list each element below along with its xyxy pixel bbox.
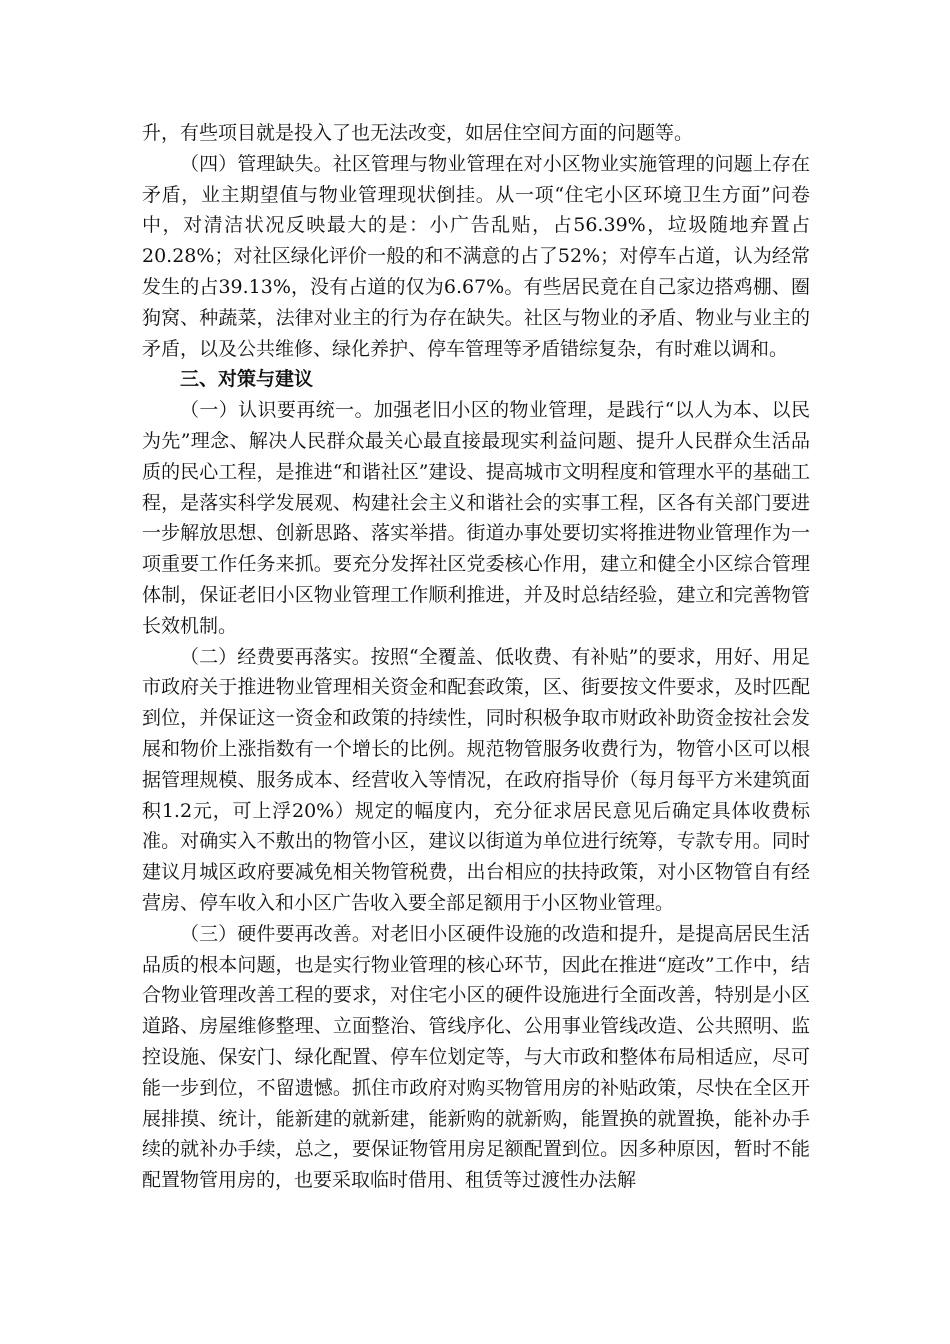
paragraph-continuation: 升，有些项目就是投入了也无法改变，如居住空间方面的问题等。 [142, 122, 694, 144]
paragraph-body: 加强老旧小区的物业管理，是践行“以人为本、以民为先”理念、解决人民群众最关心最直接最现实利益问题、提升人民群众生活品质的民心工程，是推进“和谐社区”建设、提高城市文明程度和管理水平的基础工程，是落实科学发展观、构建社会主义和谐社会的实事工程，区各有关部门要进一步解放思想、创新思路、落实举措。街道办事处要切实将推进物业管理作为一项重要工作任务来抓。要充分发挥社区党委核心作用，建立和健全小区综合管理体制，保证老旧小区物业管理工作顺利推进，并及时总结经验，建立和完善物管长效机制。 [142, 399, 810, 637]
paragraph-body: 对老旧小区硬件设施的改造和提升，是提高居民生活品质的根本问题，也是实行物业管理的核心环节，因此在推进“庭改”工作中，结合物业管理改善工程的要求，对住宅小区的硬件设施进行全面改善，特别是小区道路、房屋维修整理、立面整治、管线序化、公用事业管线改造、公共照明、监控设施、保安门、绿化配置、停车位划定等，与大市政和整体布局相适应，尽可能一步到位，不留遗憾。抓住市政府对购买物管用房的补贴政策，尽快在全区开展排摸、统计，能新建的就新建，能新购的就新购，能置换的就置换，能补办手续的就补办手续，总之，要保证物管用房足额配置到位。因多种原因，暂时不能配置物管用房的，也要采取临时借用、租赁等过渡性办法解 [142, 922, 810, 1192]
paragraph-item-1 [142, 395, 810, 641]
subsection-lead-4: （四）管理缺失。 [180, 152, 333, 175]
document-page [142, 118, 810, 1196]
paragraph-body: 按照“全覆盖、低收费、有补贴”的要求，用好、用足市政府关于推进物业管理相关资金和配套政策，区、街要按文件要求，及时匹配到位，并保证这一资金和政策的持续性，同时积极争取市财政补助资金按社会发展和物价上涨指数有一个增长的比例。规范物管服务收费行为，物管小区可以根据管理规模、服务成本、经营收入等情况，在政府指导价（每月每平方米建筑面积1.2元，可上浮20%）规定的幅度内，充分征求居民意见后确定具体收费标准。对确实入不敷出的物管小区，建议以街道为单位进行统筹，专款专用。同时建议月城区政府要减免相关物管税费，出台相应的扶持政策，对小区物管自有经营房、停车收入和小区广告收入要全部足额用于小区物业管理。 [142, 645, 810, 914]
subsection-lead-1: （一）认识要再统一。 [180, 399, 374, 422]
subsection-lead-2: （二）经费要再落实。 [180, 645, 371, 668]
subsection-lead-3: （三）硬件要再改善。 [180, 922, 371, 945]
paragraph-item-2 [142, 642, 810, 919]
paragraph-body: 社区管理与物业管理在对小区物业实施管理的问题上存在矛盾，业主期望值与物业管理现状倒挂。从一项“住宅小区环境卫生方面”问卷中，对清洁状况反映最大的是：小广告乱贴，占56.39%，垃圾随地弃置占20.28%；对社区绿化评价一般的和不满意的占了52%；对停车占道，认为经常发生的占39.13%，没有占道的仅为6.67%。有些居民竟在自己家边搭鸡棚、圈狗窝、种蔬菜，法律对业主的行为存在缺失。社区与物业的矛盾、物业与业主的矛盾，以及公共维修、绿化养护、停车管理等矛盾错综复杂，有时难以调和。 [142, 152, 810, 360]
paragraph-item-3 [142, 919, 810, 1196]
section-heading-3: 三、对策与建议 [180, 368, 314, 391]
paragraph-management-deficiency [142, 149, 810, 365]
